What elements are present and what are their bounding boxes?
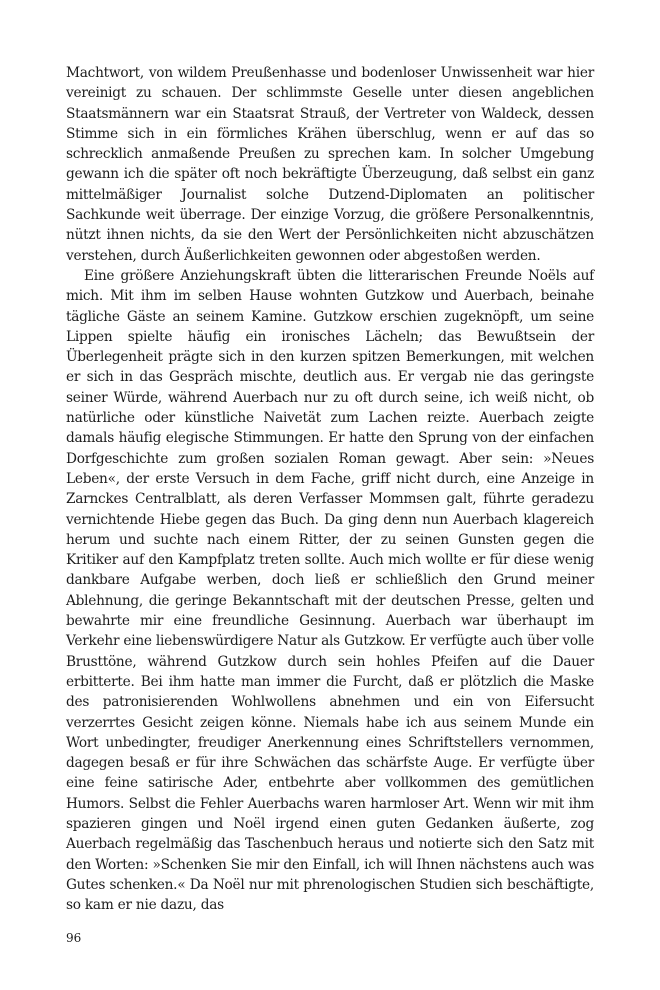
paragraph-1: Machtwort, von wildem Preußenhasse und bodenloser Unwissenheit war hier vereinigt zu schauen. Der schlimmste Geselle unter diesen angeblichen Staatsmännern war ein Staatsrat Strauß, der Vertreter von Waldeck, dessen Stimme sich in ein förmliches Krähen überschlug, wenn er auf das so schrecklich anmaßende Preußen zu sprechen kam. In solcher Umgebung gewann ich die später oft noch bekräftigte Überzeugung, daß selbst ein ganz mittelmäßiger Journalist solche Dutzend-Diplomaten an politischer Sachkunde weit überrage. Der einzige Vorzug, die größere Personalkenntnis, nützt ihnen nichts, da sie den Wert der Persönlichkeiten nicht abzuschätzen verstehen, durch Äußerlichkeiten gewonnen oder abgestoßen werden.: [66, 65, 594, 264]
body-text: [66, 63, 594, 915]
page-number: 96: [66, 931, 82, 945]
paragraph-2: Eine größere Anziehungskraft übten die litterarischen Freunde Noëls auf mich. Mit ihm im selben Hause wohnten Gutzkow und Auerbach, beinahe tägliche Gäste an seinem Kamine. Gutzkow erschien zugeknöpft, um seine Lippen spielte häufig ein ironisches Lächeln; das Bewußtsein der Überlegenheit prägte sich in den kurzen spitzen Bemerkungen, mit welchen er sich in das Gespräch mischte, deutlich aus. Er vergab nie das geringste seiner Würde, während Auerbach nur zu oft durch seine, ich weiß nicht, ob natürliche oder künstliche Naivetät zum Lachen reizte. Auerbach zeigte damals häufig elegische Stimmungen. Er hatte den Sprung von der einfachen Dorfgeschichte zum großen sozialen Roman gewagt. Aber sein: »Neues Leben«, der erste Versuch in dem Fache, griff nicht durch, eine Anzeige in Zarnckes Centralblatt, als deren Verfasser Mommsen galt, führte geradezu vernichtende Hiebe gegen das Buch. Da ging denn nun Auerbach klagereich herum und suchte nach einem Ritter, der zu seinen Gunsten gegen die Kritiker auf den Kampfplatz treten sollte. Auch mich wollte er für diese wenig dankbare Aufgabe werben, doch ließ er schließlich den Grund meiner Ablehnung, die geringe Bekanntschaft mit der deutschen Presse, gelten und bewahrte mir eine freundliche Gesinnung. Auerbach war überhaupt im Verkehr eine liebenswürdigere Natur als Gutzkow. Er verfügte auch über volle Brusttöne, während Gutzkow durch sein hohles Pfeifen auf die Dauer erbitterte. Bei ihm hatte man immer die Furcht, daß er plötzlich die Maske des patronisierenden Wohlwollens abnehmen und ein von Eifersucht verzerrtes Gesicht zeigen könne. Niemals habe ich aus seinem Munde ein Wort unbedingter, freudiger Anerkennung eines Schriftstellers vernommen, dagegen besaß er für ihre Schwächen das schärfste Auge. Er verfügte über eine feine satirische Ader, entbehrte aber vollkommen des gemütlichen Humors. Selbst die Fehler Auerbachs waren harmloser Art. Wenn wir mit ihm spazieren gingen und Noël irgend einen guten Gedanken äußerte, zog Auerbach regelmäßig das Taschenbuch heraus und notierte sich den Satz mit den Worten: »Schenken Sie mir den Einfall, ich will Ihnen nächstens auch was Gutes schenken.« Da Noël nur mit phrenologischen Studien sich beschäftigte, so kam er nie dazu, das: [66, 267, 594, 914]
